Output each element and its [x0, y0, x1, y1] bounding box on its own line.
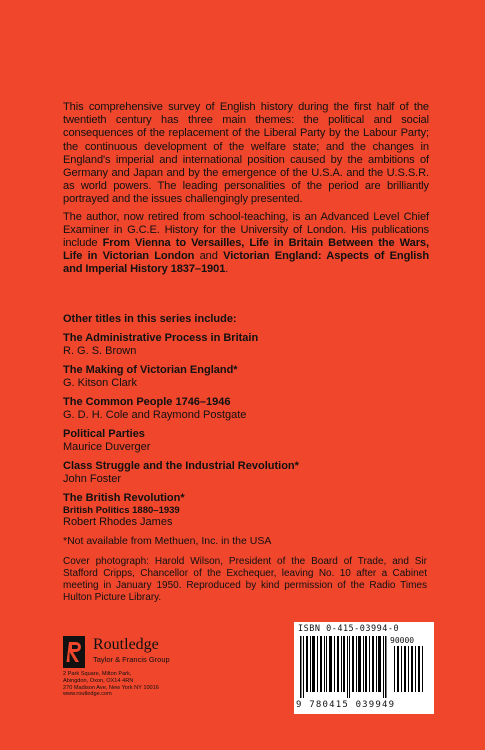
series-entry — [63, 460, 429, 486]
series-title: The British Revolution* — [63, 492, 185, 504]
series-entry — [63, 396, 429, 422]
series-author: R. G. S. Brown — [63, 345, 137, 357]
series-entry — [63, 332, 429, 358]
series-author: G. D. H. Cole and Raymond Postgate — [63, 409, 247, 421]
series-title: Political Parties — [63, 428, 145, 440]
blurb-paragraph-1: This comprehensive survey of English history during the first half of the twentieth century has three main themes: the political and social consequences of the replacement of the Liberal Party by the Labour Party; the continuous development of the welfare state; and the changes in England's imperial and international position caused by the ambitions of Germany and Japan and by the emergence of the U.S.A. and the U.S.S.R. as world powers. The leading personalities of the period are brilliantly portrayed and the issues challengingly presented. — [63, 101, 429, 206]
address-line: Abingdon, Oxon, OX14 4RN — [63, 677, 134, 684]
publisher-logo — [63, 636, 203, 670]
author-intro: The author, now retired from school-teaching, is an Advanced Level Chief Examiner in G.C.E. History for the University of London. His publications include — [63, 210, 429, 250]
author-books-1: From Vienna to Versailles, Life in Britain Between the Wars, Life in Victorian London — [63, 237, 429, 263]
series-entry — [63, 492, 429, 529]
series-header: Other titles in this series include: — [63, 313, 237, 325]
address-line: www.routledge.com — [63, 691, 112, 698]
blurb-paragraph-2 — [63, 211, 429, 277]
series-list — [63, 313, 429, 535]
barcode-digits: 9 780415 039949 — [296, 700, 396, 710]
price-addon: 90000 — [390, 636, 415, 645]
barcode-bars-icon — [300, 636, 428, 698]
publisher-address — [63, 671, 159, 698]
series-title: The Common People 1746–1946 — [63, 396, 231, 408]
publisher-group: Taylor & Francis Group — [93, 655, 170, 664]
and-text: and — [194, 250, 224, 263]
isbn-label: ISBN 0-415-03994-0 — [298, 624, 400, 634]
series-entry — [63, 364, 429, 390]
blurb — [63, 101, 429, 281]
publisher-name: Routledge — [93, 636, 159, 653]
period: . — [225, 263, 229, 276]
series-title: The Making of Victorian England* — [63, 364, 238, 376]
author-books-2: Victorian England: Aspects of English and Imperial History 1837–1901 — [63, 250, 429, 276]
series-entry — [63, 428, 429, 454]
barcode — [294, 622, 434, 714]
availability-note: *Not available from Methuen, Inc. in the USA — [63, 535, 272, 547]
series-subtitle: British Politics 1880–1939 — [63, 505, 180, 516]
series-title: The Administrative Process in Britain — [63, 332, 259, 344]
series-title: Class Struggle and the Industrial Revolution* — [63, 460, 299, 472]
series-author: Maurice Duverger — [63, 441, 151, 453]
address-line: 2 Park Square, Milton Park, — [63, 671, 132, 677]
routledge-logo-icon — [63, 636, 85, 668]
series-author: G. Kitson Clark — [63, 377, 137, 389]
address-line: 270 Madison Ave, New York NY 10016 — [63, 684, 159, 691]
series-author: Robert Rhodes James — [63, 516, 173, 528]
cover-credit: Cover photograph: Harold Wilson, President of the Board of Trade, and Sir Stafford Cripps, Chancellor of the Exchequer, leaving No. 10 after a Cabinet meeting in January 1950. Reproduced by kind permission of the Radio Times Hulton Picture Library. — [63, 556, 427, 603]
series-author: John Foster — [63, 473, 122, 485]
